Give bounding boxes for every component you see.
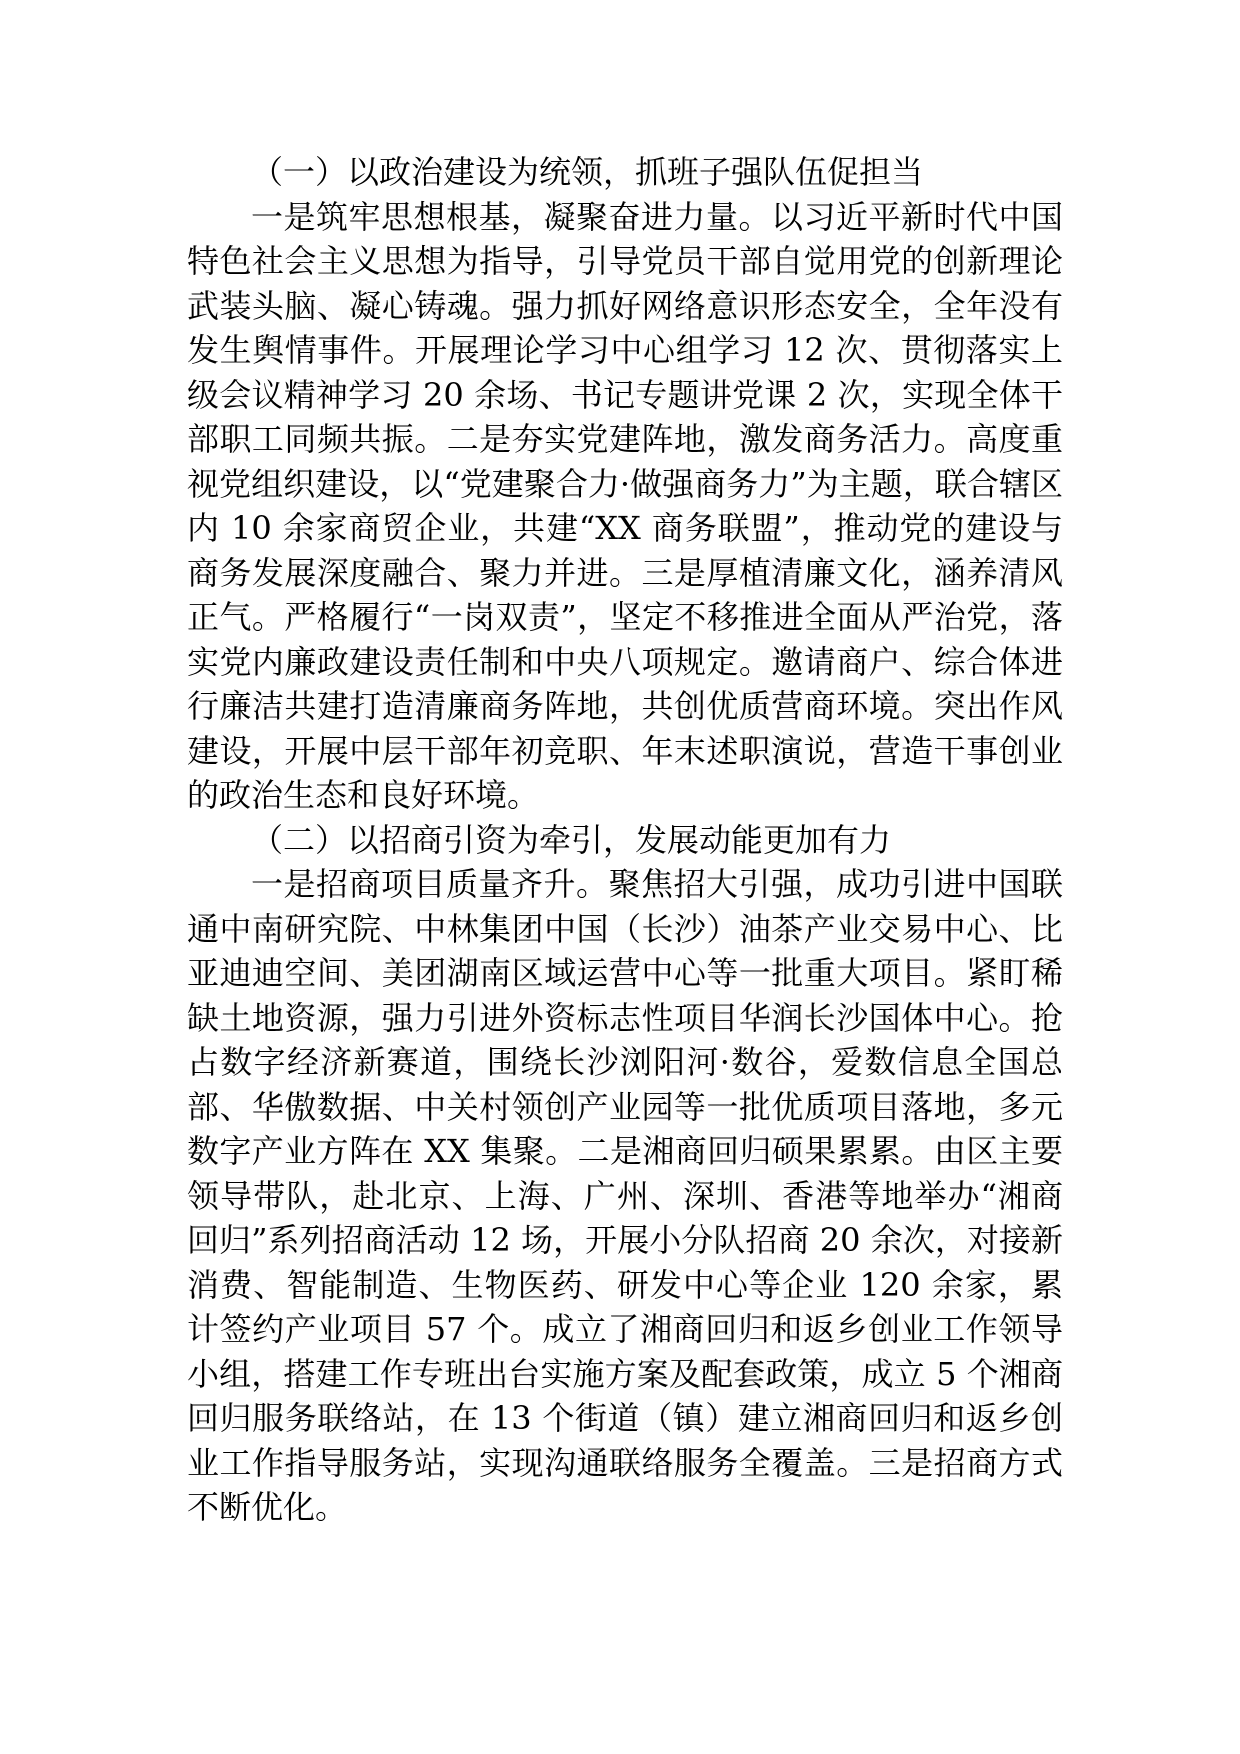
section-paragraph-1: 一是筑牢思想根基，凝聚奋进力量。以习近平新时代中国特色社会主义思想为指导，引导党员干部自觉用党的创新理论武装头脑、凝心铸魂。强力抓好网络意识形态安全，全年没有发生舆情事件。开展理论学习中心组学习 12 次、贯彻落实上级会议精神学习 20 余场、书记专题讲党课 2 次，实现全体干部职工同频共振。二是夯实党建阵地，激发商务活力。高度重视党组织建设，以“党建聚合力·做强商务力”为主题，联合辖区内 10 余家商贸企业，共建“XX 商务联盟”，推动党的建设与商务发展深度融合、聚力并进。三是厚植清廉文化，涵养清风正气。严格履行“一岗双责”，坚定不移推进全面从严治党，落实党内廉政建设责任制和中央八项规定。邀请商户、综合体进行廉洁共建打造清廉商务阵地，共创优质营商环境。突出作风建设，开展中层干部年初竞职、年末述职演说，营造干事创业的政治生态和良好环境。 xyxy=(187,197,1063,814)
section-heading-2: （二）以招商引资为牵引，发展动能更加有力 xyxy=(251,820,892,859)
document-body xyxy=(187,150,1063,1530)
section-heading-1: （一）以政治建设为统领，抓班子强队伍促担当 xyxy=(251,153,924,191)
section-paragraph-2: 一是招商项目质量齐升。聚焦招大引强，成功引进中国联通中南研究院、中林集团中国（长沙）油茶产业交易中心、比亚迪迪空间、美团湖南区域运营中心等一批重大项目。紧盯稀缺土地资源，强力引进外资标志性项目华润长沙国体中心。抢占数字经济新赛道，围绕长沙浏阳河·数谷，爱数信息全国总部、华傲数据、中关村领创产业园等一批优质项目落地，多元数字产业方阵在 XX 集聚。二是湘商回归硕果累累。由区主要领导带队，赴北京、上海、广州、深圳、香港等地举办“湘商回归”系列招商活动 12 场，开展小分队招商 20 余次，对接新消费、智能制造、生物医药、研发中心等企业 120 余家，累计签约产业项目 57 个。成立了湘商回归和返乡创业工作领导小组，搭建工作专班出台实施方案及配套政策，成立 5 个湘商回归服务联络站，在 13 个街道（镇）建立湘商回归和返乡创业工作指导服务站，实现沟通联络服务全覆盖。三是招商方式不断优化。 xyxy=(187,865,1063,1526)
